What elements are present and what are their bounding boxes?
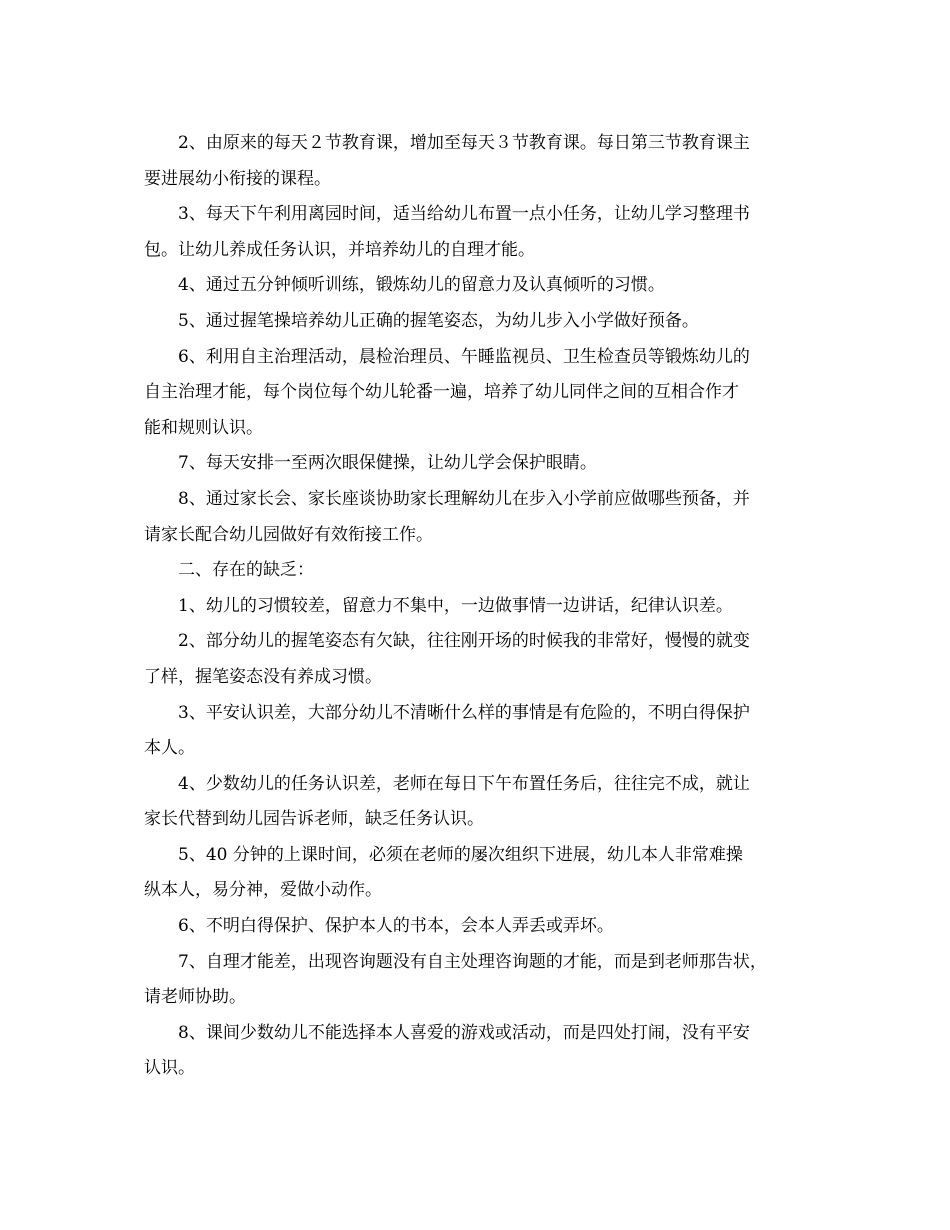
- section-heading-shortcomings: 二、存在的缺乏：: [178, 560, 314, 581]
- paragraph-shortcoming-7: 7、自理才能差，出现咨询题没有自主处理咨询题的才能，而是到老师那告状， 请老师协助。: [144, 951, 767, 1008]
- paragraph-shortcoming-4: 4、少数幼儿的任务认识差，老师在每日下午布置任务后，往往完不成，就让 家长代替到幼儿园告诉老师，缺乏任务认识。: [144, 773, 750, 830]
- paragraph-shortcoming-2: 2、部分幼儿的握笔姿态有欠缺，往往刚开场的时候我的非常好，慢慢的就变 了样，握笔姿态没有养成习惯。: [144, 631, 750, 687]
- paragraph-shortcoming-8: 8、课间少数幼儿不能选择本人喜爱的游戏或活动，而是四处打闹，没有平安 认识。: [144, 1022, 750, 1079]
- paragraph-shortcoming-5: 5、40 分钟的上课时间，必须在老师的屡次组织下进展，幼儿本人非常难操 纵本人，易分神，爱做小动作。: [144, 844, 743, 901]
- paragraph-measure-4: 4、通过五分钟倾听训练，锻炼幼儿的留意力及认真倾听的习惯。: [178, 275, 665, 296]
- paragraph-shortcoming-6: 6、不明白得保护、保护本人的书本，会本人弄丢或弄坏。: [178, 916, 614, 937]
- paragraph-measure-3: 3、每天下午利用离园时间，适当给幼儿布置一点小任务，让幼儿学习整理书 包。让幼儿养成任务认识，并培养幼儿的自理才能。: [144, 204, 750, 260]
- paragraph-measure-5: 5、通过握笔操培养幼儿正确的握笔姿态，为幼儿步入小学做好预备。: [178, 310, 699, 331]
- paragraph-measure-2: 2、由原来的每天２节教育课，增加至每天３节教育课。每日第三节教育课主 要进展幼小衔接的课程。: [144, 133, 750, 189]
- paragraph-measure-8: 8、通过家长会、家长座谈协助家长理解幼儿在步入小学前应做哪些预备，并 请家长配合幼儿园做好有效衔接工作。: [144, 488, 750, 545]
- paragraph-measure-7: 7、每天安排一至两次眼保健操，让幼儿学会保护眼睛。: [178, 453, 597, 474]
- paragraph-shortcoming-1: 1、幼儿的习惯较差，留意力不集中，一边做事情一边讲话，纪律认识差。: [178, 595, 733, 616]
- paragraph-measure-6: 6、利用自主治理活动，晨检治理员、午睡监视员、卫生检查员等锻炼幼儿的 自主治理才能，每个岗位每个幼儿轮番一遍，培养了幼儿同伴之间的互相合作才 能和规则认识。: [144, 346, 750, 438]
- document-body: [144, 126, 820, 1087]
- paragraph-shortcoming-3: 3、平安认识差，大部分幼儿不清晰什么样的事情是有危险的，不明白得保护 本人。: [144, 702, 750, 759]
